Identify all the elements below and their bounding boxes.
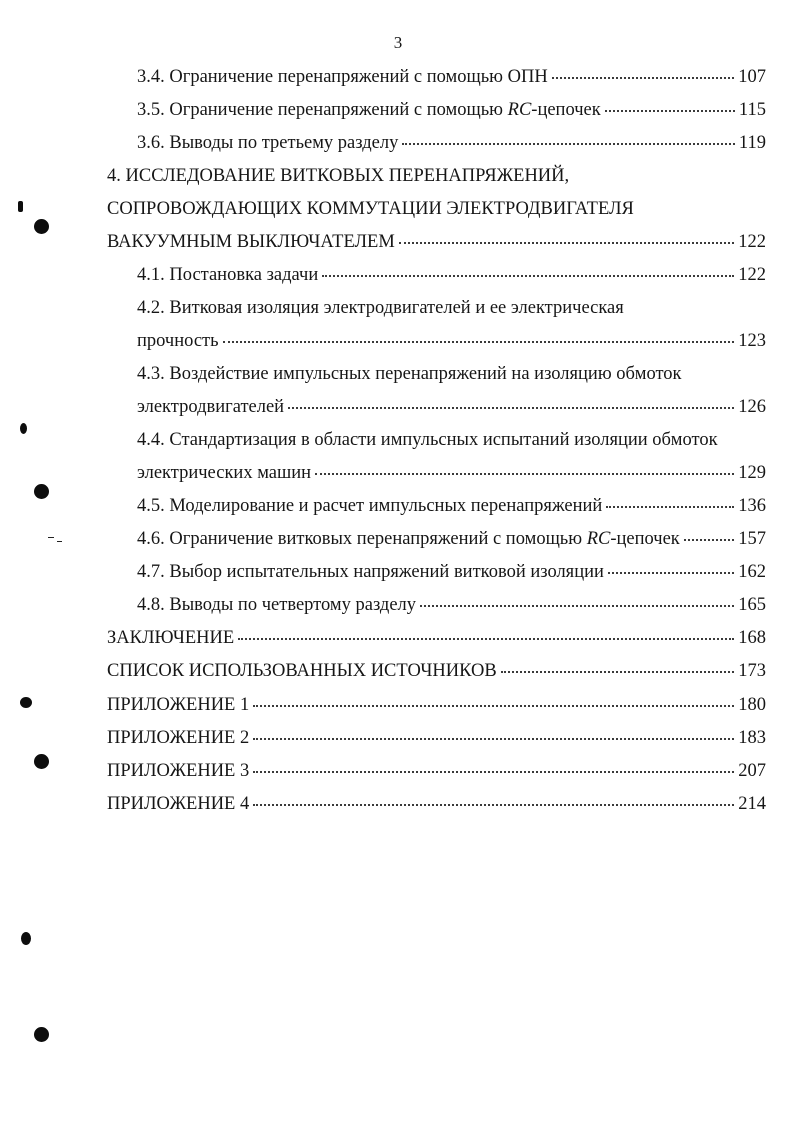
toc-entry-title: ВАКУУМНЫМ ВЫКЛЮЧАТЕЛЕМ [107,232,395,252]
binder-hole-mark [34,219,49,234]
toc-entry-title: 4.8. Выводы по четвертому разделу [137,595,417,615]
dot-leader [552,77,735,79]
page-number: 3 [393,33,403,52]
toc-page-number: 180 [738,695,766,715]
toc-chapter-4-line-2: СОПРОВОЖДАЮЩИХ КОММУТАЦИИ ЭЛЕКТРОДВИГАТЕЛЯ [107,199,634,219]
toc-entry-4-2-line-1: 4.2. Витковая изоляция электродвигателей и ее электрическая [137,298,624,318]
toc-page-number: 126 [738,397,766,417]
toc-entry-4-5 [137,493,766,519]
toc-entry-4-1 [137,262,766,288]
toc-entry-4-3-line-1: 4.3. Воздействие импульсных перенапряжений на изоляцию обмоток [137,364,682,384]
toc-entry-4-2 [137,328,766,354]
toc-entry-appendix-3 [107,758,766,784]
toc-entry-title: электрических машин [137,463,312,483]
dot-leader [253,771,734,773]
toc-entry-title: ЗАКЛЮЧЕНИЕ [107,628,235,648]
dot-leader [684,539,734,541]
binder-hole-mark [21,932,31,945]
toc-page-number: 207 [738,761,766,781]
dot-leader [606,506,734,508]
toc-entry-title: 3.6. Выводы по третьему разделу [137,133,399,153]
toc-page-number: 173 [738,661,766,681]
toc-entry-title: ПРИЛОЖЕНИЕ 2 [107,728,250,748]
toc-entry-4-3 [137,394,766,420]
toc-entry-title: ПРИЛОЖЕНИЕ 4 [107,794,250,814]
toc-entry-title: 4.5. Моделирование и расчет импульсных перенапряжений [137,496,603,516]
dot-leader [223,341,735,343]
toc-text-part: 3.5. Ограничение перенапряжений с помощью [137,100,508,120]
toc-page-number: 136 [738,496,766,516]
toc-page-number: 122 [738,232,766,252]
toc-chapter-4 [107,229,766,255]
toc-entry-3-6 [137,130,766,156]
binder-hole-mark [18,201,23,212]
dot-leader [399,242,734,244]
scan-speck [57,541,62,542]
toc-page-number: 123 [738,331,766,351]
toc-page-number: 168 [738,628,766,648]
dot-leader [238,638,734,640]
binder-hole-mark [34,754,49,769]
toc-entry-title: 4.1. Постановка задачи [137,265,319,285]
toc-entry-title: ПРИЛОЖЕНИЕ 3 [107,761,250,781]
toc-text-italic: RC [586,529,611,549]
toc-entry-title: прочность [137,331,219,351]
dot-leader [288,407,734,409]
toc-entry-appendix-4 [107,791,766,817]
toc-page-number: 122 [738,265,766,285]
dot-leader [315,473,734,475]
dot-leader [608,572,734,574]
scan-speck [48,537,54,538]
toc-page-number: 157 [738,529,766,549]
toc-entry-4-8 [137,592,766,618]
toc-text-italic: RC [507,100,532,120]
toc-entry-appendix-1 [107,692,766,718]
toc-text-part: -цепочек [531,100,601,120]
dot-leader [501,671,735,673]
toc-entry-3-5 [137,97,766,123]
dot-leader [253,804,734,806]
toc-page-number: 162 [738,562,766,582]
dot-leader [402,143,735,145]
toc-entry-title [137,526,680,552]
toc-page-number: 107 [738,67,766,87]
toc-text-part: -цепочек [610,529,680,549]
toc-page-number: 183 [738,728,766,748]
dot-leader [420,605,734,607]
binder-hole-mark [34,1027,49,1042]
toc-entry-4-4 [137,460,766,486]
toc-page-number: 165 [738,595,766,615]
toc-entry-title: ПРИЛОЖЕНИЕ 1 [107,695,250,715]
dot-leader [605,110,735,112]
binder-hole-mark [34,484,49,499]
binder-hole-mark [20,697,32,708]
dot-leader [253,705,734,707]
binder-hole-mark [20,423,27,434]
toc-entry-title: 4.7. Выбор испытательных напряжений витковой изоляции [137,562,604,582]
dot-leader [322,275,734,277]
toc-entry-4-7 [137,559,766,585]
toc-text-part: 4.6. Ограничение витковых перенапряжений с помощью [137,529,587,549]
toc-entry-title: СПИСОК ИСПОЛЬЗОВАННЫХ ИСТОЧНИКОВ [107,661,497,681]
toc-entry-title: 3.4. Ограничение перенапряжений с помощью ОПН [137,67,548,87]
toc-entry-appendix-2 [107,725,766,751]
toc-entry-title: электродвигателей [137,397,285,417]
toc-entry-3-4 [137,64,766,90]
toc-chapter-4-line-1: 4. ИССЛЕДОВАНИЕ ВИТКОВЫХ ПЕРЕНАПРЯЖЕНИЙ, [107,166,570,186]
toc-entry-4-4-line-1: 4.4. Стандартизация в области импульсных испытаний изоляции обмоток [137,430,718,450]
toc-page-number: 129 [738,463,766,483]
toc-entry-title [137,97,601,123]
toc-page-number: 119 [738,133,766,153]
toc-entry-conclusion [107,625,766,651]
toc-page-number: 214 [738,794,766,814]
toc-page-number: 115 [738,100,766,120]
toc-entry-4-6 [137,526,766,552]
toc-entry-references [107,658,766,684]
dot-leader [253,738,734,740]
